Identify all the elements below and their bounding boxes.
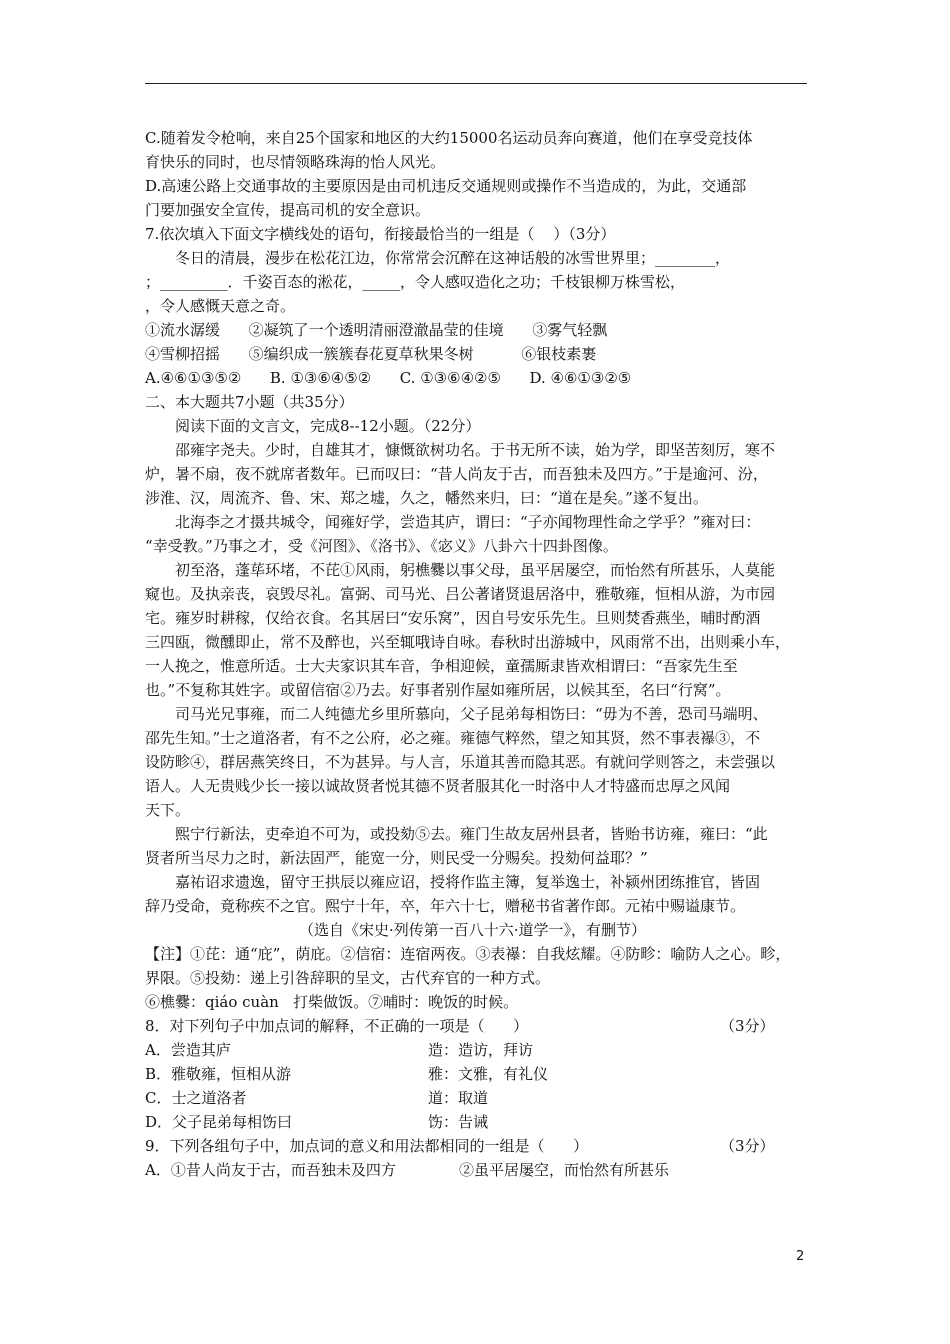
passage-line: 三四瓯，微醺即止，常不及醉也，兴至辄哦诗自咏。春秋时出游城中，风雨常不出，出则乘小车， <box>145 633 791 651</box>
question-7-passage-line: ；_________．千姿百态的淞花，_____，令人感叹造化之功；千枝银柳万株雪松， <box>145 273 686 291</box>
passage-line: “幸受教。”乃事之才，受《河图》、《洛书》、《宓义》八卦六十四卦图像。 <box>145 537 618 555</box>
passage-line: 设防畛④，群居燕笑终日，不为甚异。与人言，乐道其善而隐其恶。有就问学则答之，未尝强以 <box>145 753 776 771</box>
passage-line: 贤者所当尽力之时，新法固严，能宽一分，则民受一分赐矣。投劾何益耶？” <box>145 849 648 867</box>
passage-line: 也。”不复称其姓字。或留信宿②乃去。好事者别作屋如雍所居，以候其至，名曰“行窝”。 <box>145 681 731 699</box>
option-c-line-2: 育快乐的同时，也尽情领略珠海的怡人风光。 <box>145 153 446 171</box>
passage-line: 窥也。及执亲丧，哀毁尽礼。富弼、司马光、吕公著诸贤退居洛中，雅敬雍，恒相从游，为市园 <box>145 585 776 603</box>
option-sentence: D．父子昆弟每相饬曰 <box>145 1113 293 1131</box>
passage-line: 语人。人无贵贱少长一接以诚故贤者悦其德不贤者服其化一时洛中人才特盛而忠厚之风闻 <box>145 777 731 795</box>
section-two-heading: 二、本大题共7小题（共35分） <box>145 393 354 411</box>
passage-line: 司马光兄事雍，而二人纯德尤乡里所慕向，父子昆弟每相饬曰：“毋为不善，恐司马端明、 <box>175 705 768 723</box>
passage-line: 宅。雍岁时耕稼，仅给衣食。名其居曰“安乐窝”，因自号安乐先生。旦则焚香燕坐，晡时酌酒 <box>145 609 761 627</box>
question-9-points: （3分） <box>720 1137 775 1155</box>
question-8-text: 8．对下列句子中加点词的解释，不正确的一项是（ ） <box>145 1017 529 1035</box>
passage-line: 初至洛，蓬荜环堵，不芘①风雨，躬樵爨以事父母，虽平居屡空，而怡然有所甚乐，人莫能 <box>175 561 776 579</box>
question-8-option <box>145 1038 810 1062</box>
option-sentence: A．尝造其庐 <box>145 1041 231 1059</box>
passage-line: 炉，暑不扇，夜不就席者数年。已而叹曰：“昔人尚友于古，而吾独未及四方。”于是逾河、汾， <box>145 465 768 483</box>
question-7-options: A.④⑥①③⑤② B. ①③⑥④⑤② C. ①③⑥④②⑤ D. ④⑥①③②⑤ <box>145 369 632 387</box>
question-8-option <box>145 1110 810 1134</box>
option-d-line-1: D.高速公路上交通事故的主要原因是由司机违反交通规则或操作不当造成的，为此，交通部 <box>145 177 747 195</box>
option-explanation: 造：造访，拜访 <box>428 1041 534 1059</box>
question-7-choices-row: ①流水潺缓 ②凝筑了一个透明清丽澄澈晶莹的佳境 ③雾气轻飘 <box>145 321 608 339</box>
passage-line: 熙宁行新法，吏牵迫不可为，或投劾⑤去。雍门生故友居州县者，皆贻书访雍，雍曰：“此 <box>175 825 768 843</box>
option-explanation: 雅：文雅，有礼仪 <box>428 1065 549 1083</box>
passage-line: 涉淮、汉，周流齐、鲁、宋、郑之墟，久之，幡然来归，曰：“道在是矣。”遂不复出。 <box>145 489 708 507</box>
option-d-line-2: 门要加强安全宣传，提高司机的安全意识。 <box>145 201 431 219</box>
reading-instruction: 阅读下面的文言文，完成8--12小题。（22分） <box>175 417 481 435</box>
option-a-part-2: ②虽平居屡空，而怡然有所甚乐 <box>459 1161 670 1179</box>
option-c-line-1: C.随着发令枪响，来自25个国家和地区的大约15000名运动员奔向赛道，他们在享受竞技体 <box>145 129 753 147</box>
question-8-stem <box>145 1014 810 1038</box>
passage-line: 邵先生知。”士之道洛者，有不之公府，必之雍。雍德气粹然，望之知其贤，然不事表襮③，不 <box>145 729 761 747</box>
passage-line: 邵雍字尧夫。少时，自雄其才，慷慨欲树功名。于书无所不读，始为学，即坚苦刻厉，寒不 <box>175 441 776 459</box>
passage-line: 北海李之才摄共城令，闻雍好学，尝造其庐，谓曰：“子亦闻物理性命之学乎？”雍对曰： <box>175 513 761 531</box>
question-7-passage-line: 冬日的清晨，漫步在松花江边，你常常会沉醉在这神话般的冰雪世界里；________， <box>175 249 731 267</box>
passage-line: 嘉祐诏求遗逸，留守王拱辰以雍应诏，授将作监主簿，复举逸士，补颍州团练推官，皆固 <box>175 873 761 891</box>
question-7-choices-row: ④雪柳招摇 ⑤编织成一簇簇春花夏草秋果冬树 ⑥银枝素裹 <box>145 345 597 363</box>
question-9-stem <box>145 1134 810 1158</box>
question-8-points: （3分） <box>720 1017 775 1035</box>
notes-line: 【注】①芘：通“庇”，荫庇。②信宿：连宿两夜。③表襮：自我炫耀。④防畛：喻防人之心。畛， <box>145 945 791 963</box>
passage-line: 一人挽之，惟意所适。士大夫家识其车音，争相迎候，童孺厮隶皆欢相谓曰：“吾家先生至 <box>145 657 738 675</box>
question-7-passage-line: ，令人感慨天意之奇。 <box>145 297 296 315</box>
document-body <box>145 126 810 1182</box>
option-sentence: B．雅敬雍，恒相从游 <box>145 1065 292 1083</box>
question-7-stem: 7.依次填入下面文字横线处的语句，衔接最恰当的一组是（ ）（3分） <box>145 225 616 243</box>
notes-line: ⑥樵爨：qiáo cuàn 打柴做饭。⑦晡时：晚饭的时候。 <box>145 993 519 1011</box>
option-explanation: 道：取道 <box>428 1089 489 1107</box>
option-sentence: C．士之道洛者 <box>145 1089 247 1107</box>
question-8-option <box>145 1062 810 1086</box>
question-9-option-a <box>145 1158 810 1182</box>
passage-source: （选自《宋史·列传第一百八十六·道学一》，有删节） <box>299 921 647 939</box>
option-a-part-1: A．①昔人尚友于古，而吾独未及四方 <box>145 1161 396 1179</box>
question-8-option <box>145 1086 810 1110</box>
question-9-text: 9．下列各组句子中，加点词的意义和用法都相同的一组是（ ） <box>145 1137 589 1155</box>
passage-line: 天下。 <box>145 801 191 819</box>
notes-line: 界限。⑤投劾：递上引咎辞职的呈文，古代弃官的一种方式。 <box>145 969 551 987</box>
header-rule <box>145 83 807 84</box>
passage-line: 辞乃受命，竟称疾不之官。熙宁十年，卒，年六十七，赠秘书省著作郎。元祐中赐谥康节。 <box>145 897 746 915</box>
page-number: 2 <box>796 1249 805 1264</box>
option-explanation: 饬：告诫 <box>428 1113 489 1131</box>
